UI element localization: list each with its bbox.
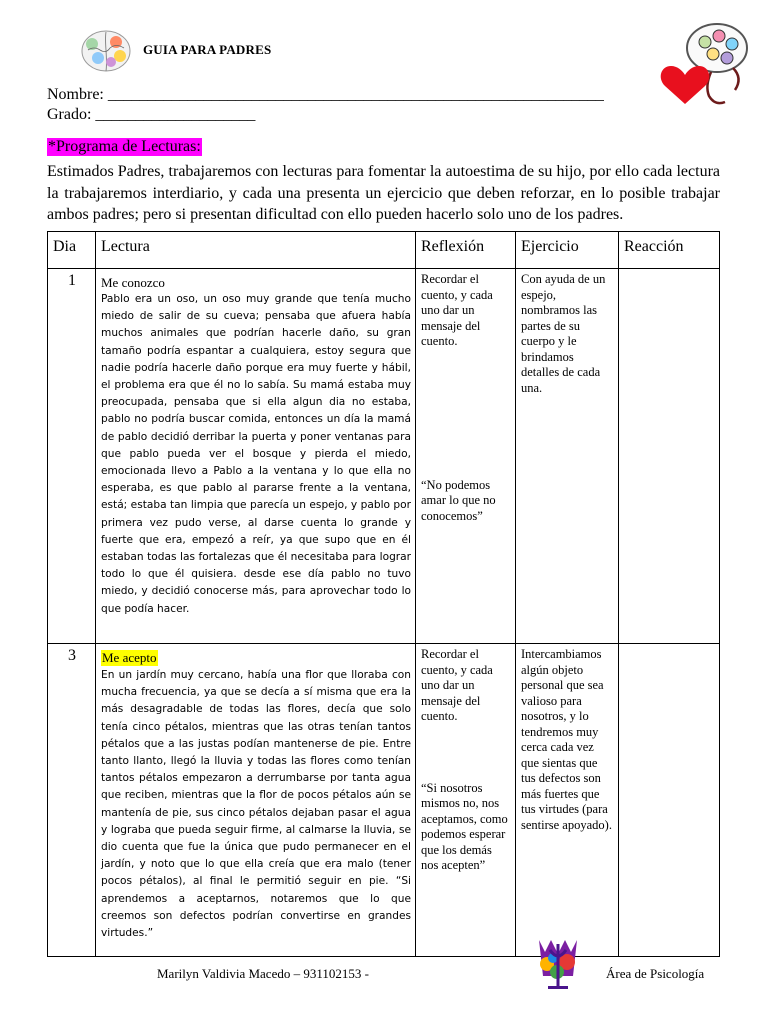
header-ejercicio: Ejercicio (516, 232, 619, 269)
header-reflexion: Reflexión (416, 232, 516, 269)
reading-cell (96, 269, 416, 644)
reflection-cell (416, 644, 516, 957)
reflection-quote: “Si nosotros mismos no, nos aceptamos, como podemos esperar que los demás nos acepten” (421, 780, 508, 872)
reflection-text: Recordar el cuento, y cada uno dar un mensaje del cuento. (421, 272, 493, 348)
header-lectura: Lectura (96, 232, 416, 269)
readings-table (47, 231, 720, 957)
reflection-cell (416, 269, 516, 644)
table-row (48, 644, 720, 957)
day-cell: 3 (48, 644, 96, 957)
header-reaccion: Reacción (619, 232, 720, 269)
day-cell: 1 (48, 269, 96, 644)
footer-area: Área de Psicología (606, 966, 705, 981)
psychology-logo-icon (533, 936, 583, 992)
reading-title: Me acepto (102, 650, 157, 665)
name-field: Nombre: ______________________________________________________________ (47, 86, 604, 103)
exercise-text: Intercambiamos algún objeto personal que sea valioso para nosotros, y lo tendremos muy cerca cada vez que sientas que tus defectos son más fuertes que tus virtudes (para sentirse apoyado). (521, 647, 612, 832)
reading-text: En un jardín muy cercano, había una flor que lloraba con mucha frecuencia, ya que se decía a sí misma que era la más desagradable de todas las flores, decía que solo tenía cinco pétalos, mientras que las otras tenían tantos pétalos que a las justas podían mantenerse de pie. Entre tanto llanto, llegó la lluvia y todas las flores como tenían tantos pétalos empezaron a derrumbarse por tanta agua que reciben, mientras que la flor de pocos pétalos aún se mantenía de pie, sus cinco pétalos dejaban pasar el agua y lograba que pueda seguir firme, al calmarse la lluvia, se dio cuenta que fue la única que pudo permanecer en el jardín, y noto que lo que ella creía que era malo (tener pocos pétalos), al final le permitió seguir en pie. “Si aprendemos a aceptarnos, notaremos que lo que creemos son defectos podrían convertirse en grandes virtudes.” (101, 669, 411, 940)
reading-text: Pablo era un oso, un oso muy grande que tenía mucho miedo de salir de su cueva; pensaba que afuera había muchos animales que podrían hacerle daño, su gran tamaño podría espantar a cualquiera, estoy segura que nadie podría hacerle daño porque era muy fuerte y hábil, el problema era que él no lo sabía. Su mamá estaba muy preocupada, pensaba que si ella algun dia no estaba, pablo no podría buscar comida, entonces un día la mamá de pablo decidió derribar la puerta y poner ventanas para que pablo pueda ver el bosque y pierda el miedo, emocionada llevo a Pablo a la ventana y lo que ella no esperaba, es que pablo al pararse frente a la ventana, está; estaba tan limpia que parecía un espejo, y pablo por primera vez pudo verse, al darse cuenta lo grande y fuerte que era, empezó a reír, ya que supo que en él estaban todas las fortalezas que él necesitaba para lograr todo lo que él quisiera. desde ese día pablo no tuvo miedo, y decidió conocerse más, para aprovechar todo lo que podía hacer. (101, 293, 411, 615)
program-label: *Programa de Lecturas: (48, 138, 201, 155)
colorful-brain-icon (80, 28, 132, 74)
reading-title: Me conozco (101, 275, 165, 290)
reflection-quote: “No podemos amar lo que no conocemos” (421, 477, 496, 523)
table-header-row (48, 232, 720, 269)
reaction-cell[interactable] (619, 644, 720, 957)
exercise-cell (516, 269, 619, 644)
reaction-cell[interactable] (619, 269, 720, 644)
exercise-cell (516, 644, 619, 957)
grade-field: Grado: ____________________ (47, 106, 256, 123)
exercise-text: Con ayuda de un espejo, nombramos las partes de su cuerpo y le brindamos detalles de cada una. (521, 272, 606, 395)
reading-cell (96, 644, 416, 957)
header-dia: Dia (48, 232, 96, 269)
brain-heart-icon (655, 20, 755, 112)
footer-author: Marilyn Valdivia Macedo – 931102153 - (157, 966, 369, 981)
page-title: GUIA PARA PADRES (143, 42, 272, 57)
table-row (48, 269, 720, 644)
intro-paragraph: Estimados Padres, trabajaremos con lecturas para fomentar la autoestima de su hijo, por ello cada lectura la trabajaremos interdiario, y cada una presenta un ejercicio que deben reforzar, en lo posible trabajar ambos padres; pero si presentan dificultad con ello pueden hacerlo solo uno de los padres. (47, 163, 720, 223)
reflection-text: Recordar el cuento, y cada uno dar un mensaje del cuento. (421, 647, 493, 723)
